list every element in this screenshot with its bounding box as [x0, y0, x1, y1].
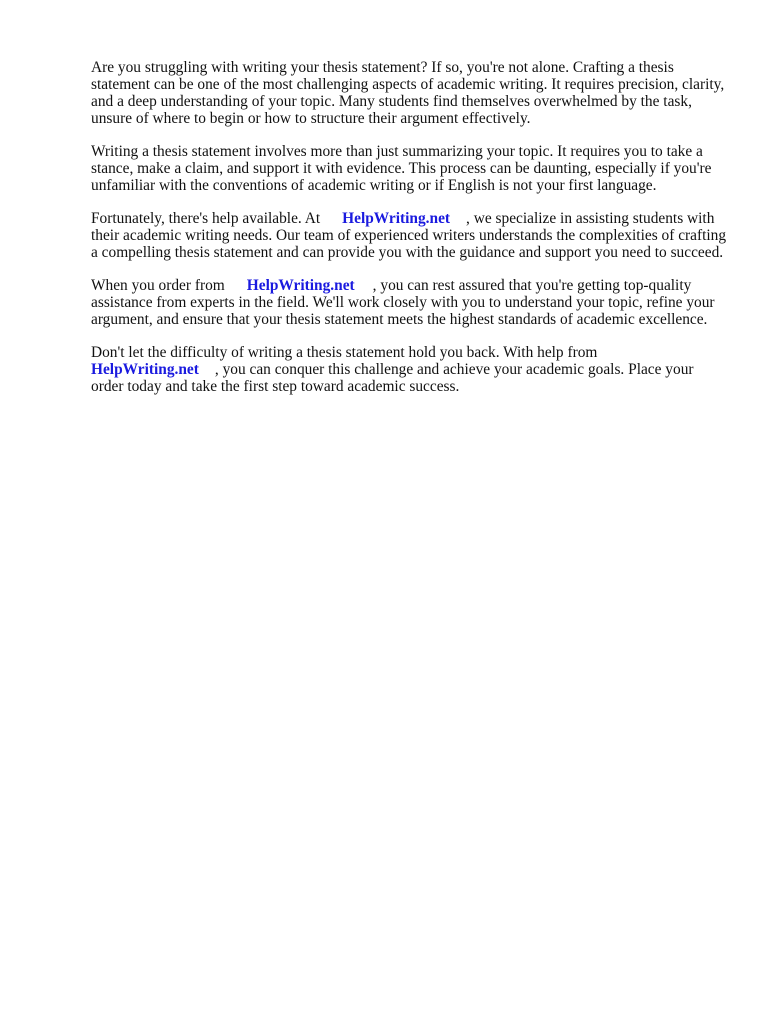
paragraph-order — [91, 277, 727, 328]
paragraph-help-available-before: Fortunately, there's help available. At — [91, 210, 321, 227]
paragraph-help-available-after: , we specialize in assisting students with their academic writing needs. Our team of experienced writers understands the complexities of crafting a compelling thesis statement and can provide you with the guidance and support you need to succeed. — [91, 210, 727, 261]
paragraph-closing-after: , you can conquer this challenge and achieve your academic goals. Place your order today and take the first step toward academic success. — [91, 361, 694, 395]
paragraph-order-before: When you order from — [91, 277, 225, 294]
paragraph-thesis-explained — [91, 143, 727, 194]
helpwriting-link-1[interactable]: HelpWriting.net — [342, 210, 451, 227]
paragraph-closing-before: Don't let the difficulty of writing a thesis statement hold you back. With help from — [91, 344, 598, 361]
paragraph-intro-text: Are you struggling with writing your thesis statement? If so, you're not alone. Crafting a thesis statement can be one of the most challenging aspects of academic writing. It requires precision, clarity, and a deep understanding of your topic. Many students find themselves overwhelmed by the task, unsure of where to begin or how to structure their argument effectively. — [91, 59, 725, 127]
paragraph-thesis-explained-text: Writing a thesis statement involves more than just summarizing your topic. It requires you to take a stance, make a claim, and support it with evidence. This process can be daunting, especially if you're unfamiliar with the conventions of academic writing or if English is not your first language. — [91, 143, 712, 194]
helpwriting-link-3[interactable]: HelpWriting.net — [91, 361, 199, 378]
helpwriting-link-2[interactable]: HelpWriting.net — [246, 277, 355, 294]
paragraph-help-available — [91, 210, 727, 261]
document-body — [91, 59, 727, 411]
paragraph-closing — [91, 344, 727, 395]
paragraph-order-after: , you can rest assured that you're getting top-quality assistance from experts in the field. We'll work closely with you to understand your topic, refine your argument, and ensure that your thesis statement meets the highest standards of academic excellence. — [91, 277, 715, 328]
paragraph-intro — [91, 59, 727, 127]
